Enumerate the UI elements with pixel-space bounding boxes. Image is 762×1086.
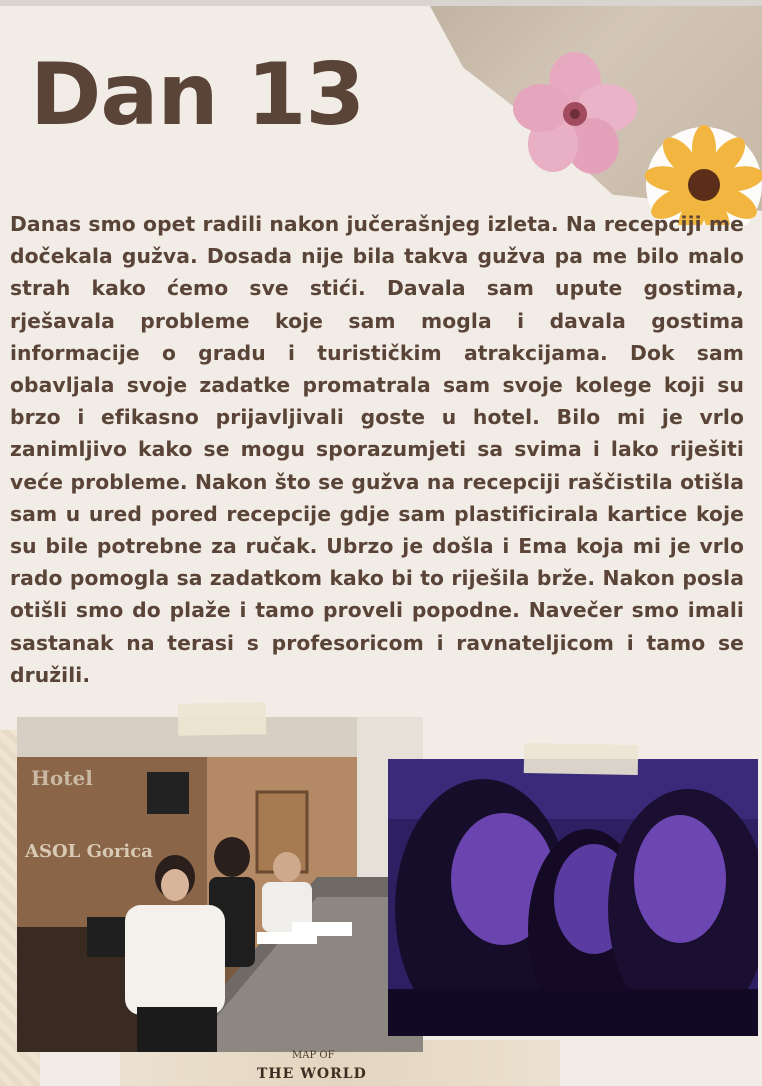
pink-flower-icon: [505, 52, 645, 187]
tape-strip-decoration: [178, 702, 267, 736]
selfie-scene-image: [388, 759, 758, 1036]
page-title: Dan 13: [30, 45, 365, 145]
tape-strip-decoration: [524, 743, 639, 775]
night-selfie-photo: [388, 759, 758, 1036]
top-border-strip: [0, 0, 762, 6]
map-caption-large: THE WORLD: [257, 1066, 367, 1082]
desk-wall-sign: ASOL Gorica: [25, 841, 153, 862]
diary-paragraph: Danas smo opet radili nakon jučerašnjeg izleta. Na recepciji me dočekala gužva. Dosada nije bila takva gužva pa me bilo malo strah kako ćemo sve stići. Davala sam upute gostima, rješavala probleme koje sam mogla i davala gostima informacije o gradu i turističkim atrakcijama. Dok sam obavljala svoje zadatke promatrala sam svoje kolege koji su brzo i efikasno prijavljivali goste u hotel. Bilo mi je vrlo zanimljivo kako se mogu sporazumjeti sa svima i lako riješiti veće probleme. Nakon što se gužva na recepciji raščistila otišla sam u ured pored recepcije gdje sam plastificirala kartice koje su bile potrebne za ručak. Ubrzo je došla i Ema koja mi je vrlo rado pomogla sa zadatkom kako bi to riješila brže. Nakon posla otišli smo do plaže i tamo proveli popodne. Navečer smo imali sastanak na terasi s profesoricom i ravnateljicom i tamo se družili.: [10, 212, 744, 687]
reception-photo: [17, 717, 423, 1052]
map-caption-small: MAP OF: [292, 1050, 335, 1061]
hotel-wall-sign: Hotel: [31, 766, 93, 790]
reception-scene-image: [17, 717, 423, 1052]
